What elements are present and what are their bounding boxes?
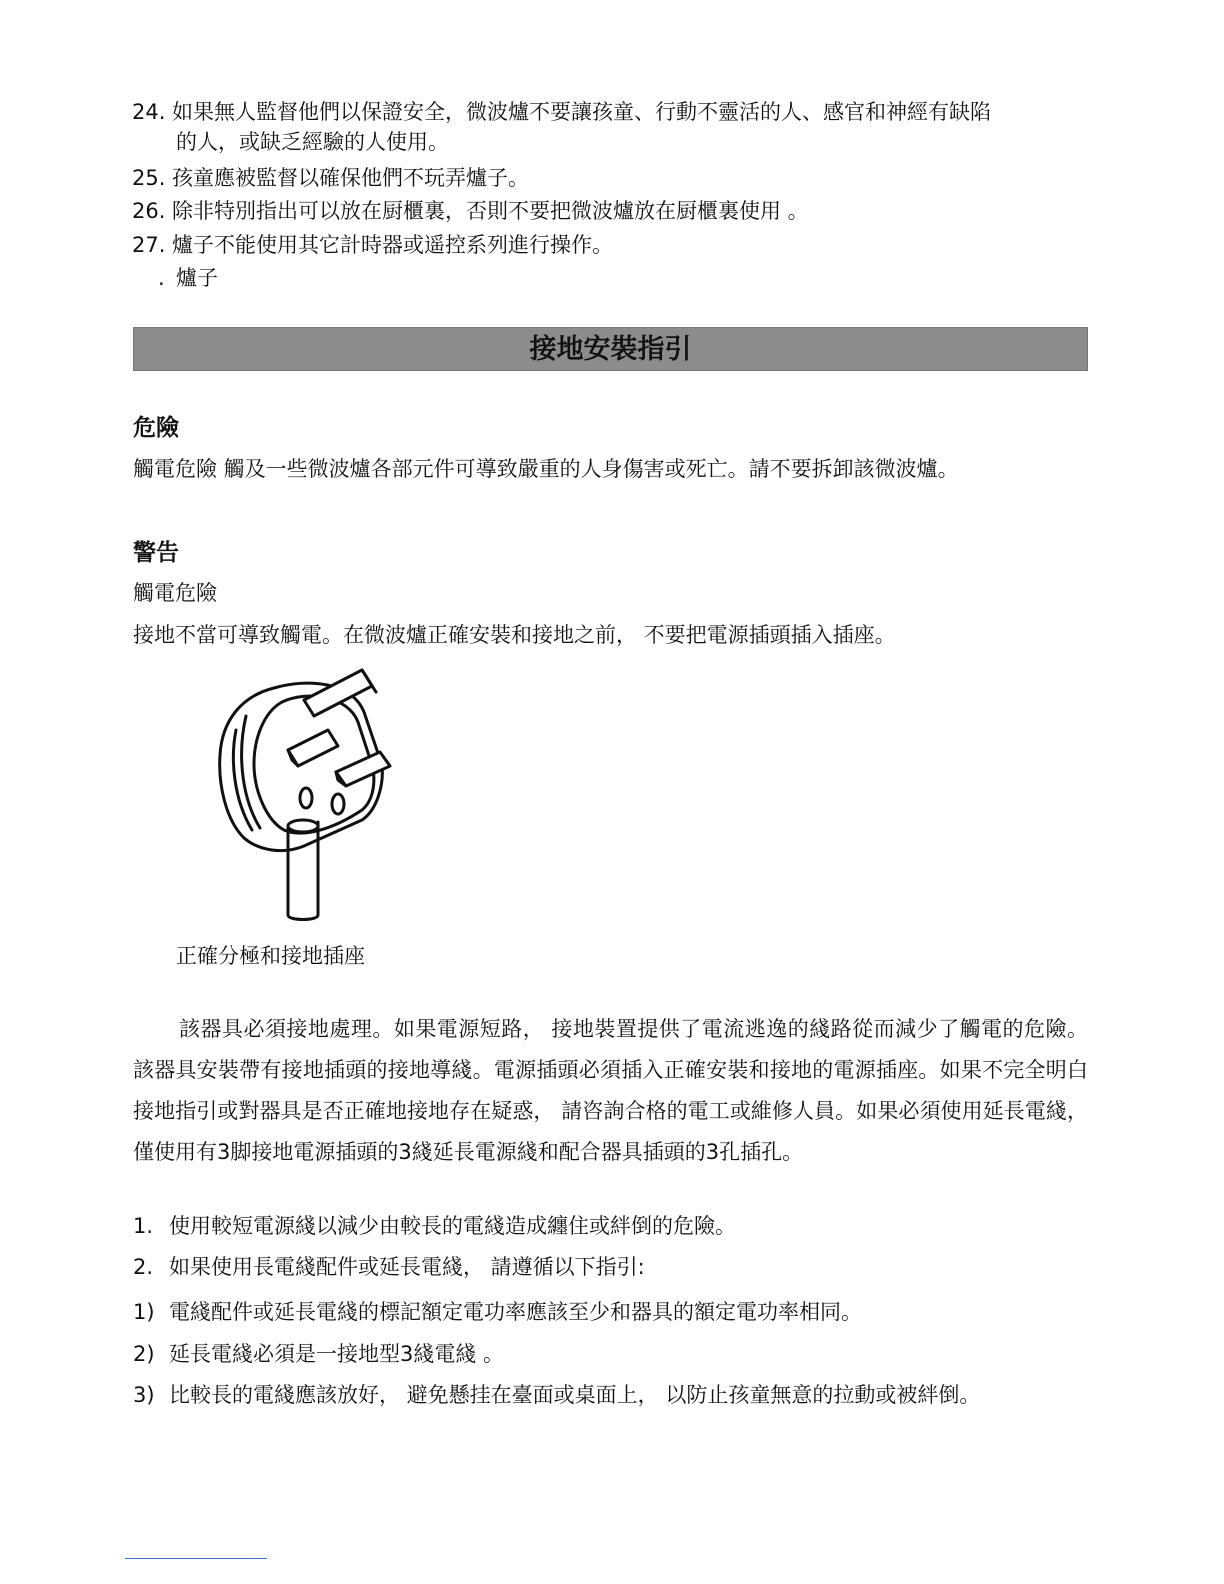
- safety-item-stove: [158, 263, 218, 293]
- item-number: 24.: [132, 100, 166, 124]
- list-item: [133, 1251, 645, 1281]
- safety-item-25: [132, 163, 529, 193]
- item-number: 27.: [132, 233, 166, 257]
- item-number: .: [158, 266, 165, 290]
- safety-item-24: [132, 97, 991, 127]
- list-item: [133, 1338, 504, 1368]
- figure-caption: 正確分極和接地插座: [176, 944, 365, 968]
- item-text: 孩童應被監督以確保他們不玩弄爐子。: [172, 166, 529, 190]
- list-item-number: 2.: [133, 1255, 154, 1279]
- safety-item-27: [132, 230, 613, 260]
- item-number: 25.: [132, 166, 166, 190]
- danger-heading: 危險: [133, 415, 179, 441]
- grounding-paragraph: 該器具必須接地處理。如果電源短路， 接地裝置提供了電流逃逸的綫路從而減少了觸電的危險。該器具安裝帶有接地插頭的接地導綫。電源插頭必須插入正確安裝和接地的電源插座。如果不完全明白接地指引或對器具是否正確地接地存在疑惑， 請咨詢合格的電工或維修人員。如果必須使用延長電綫， 僅使用有3脚接地電源插頭的3綫延長電源綫和配合器具插頭的3孔插孔。: [133, 1017, 1088, 1164]
- list-item: [133, 1210, 736, 1240]
- list-item: [133, 1379, 980, 1409]
- list-item-text: 使用較短電源綫以減少由較長的電綫造成纏住或絆倒的危險。: [169, 1214, 736, 1238]
- item-text: 爐子不能使用其它計時器或遥控系列進行操作。: [172, 233, 613, 257]
- item-number: 26.: [132, 199, 166, 223]
- safety-item-26: [132, 196, 809, 226]
- danger-text: 觸電危險 觸及一些微波爐各部元件可導致嚴重的人身傷害或死亡。請不要拆卸該微波爐。: [133, 457, 959, 481]
- footer-rule: [125, 1558, 267, 1559]
- item-text: 除非特別指出可以放在厨櫃裏，否則不要把微波爐放在厨櫃裏使用 。: [172, 199, 809, 223]
- grounded-plug-illustration: [212, 660, 402, 925]
- item-text: 爐子: [176, 266, 218, 290]
- list-item-text: 延長電綫必須是一接地型3綫電綫 。: [169, 1342, 505, 1366]
- warning-heading: 警告: [133, 540, 179, 566]
- list-item-number: 2): [133, 1342, 155, 1366]
- section-banner: 接地安裝指引: [133, 327, 1088, 371]
- list-item-number: 3): [133, 1383, 155, 1407]
- list-item: [133, 1296, 862, 1326]
- list-item-text: 電綫配件或延長電綫的標記額定電功率應該至少和器具的額定電功率相同。: [169, 1300, 862, 1324]
- list-item-number: 1): [133, 1300, 155, 1324]
- list-item-text: 比較長的電綫應該放好， 避免懸挂在臺面或桌面上， 以防止孩童無意的拉動或被絆倒。: [169, 1383, 981, 1407]
- list-item-number: 1.: [133, 1214, 154, 1238]
- item-text: 如果無人監督他們以保證安全，微波爐不要讓孩童、行動不靈活的人、感官和神經有缺陷: [172, 100, 991, 124]
- warning-line-2: 接地不當可導致觸電。在微波爐正確安裝和接地之前， 不要把電源插頭插入插座。: [133, 623, 896, 647]
- list-item-text: 如果使用長電綫配件或延長電綫， 請遵循以下指引:: [169, 1255, 645, 1279]
- safety-item-24-continuation: 的人，或缺乏經驗的人使用。: [176, 130, 449, 154]
- warning-line-1: 觸電危險: [133, 581, 217, 605]
